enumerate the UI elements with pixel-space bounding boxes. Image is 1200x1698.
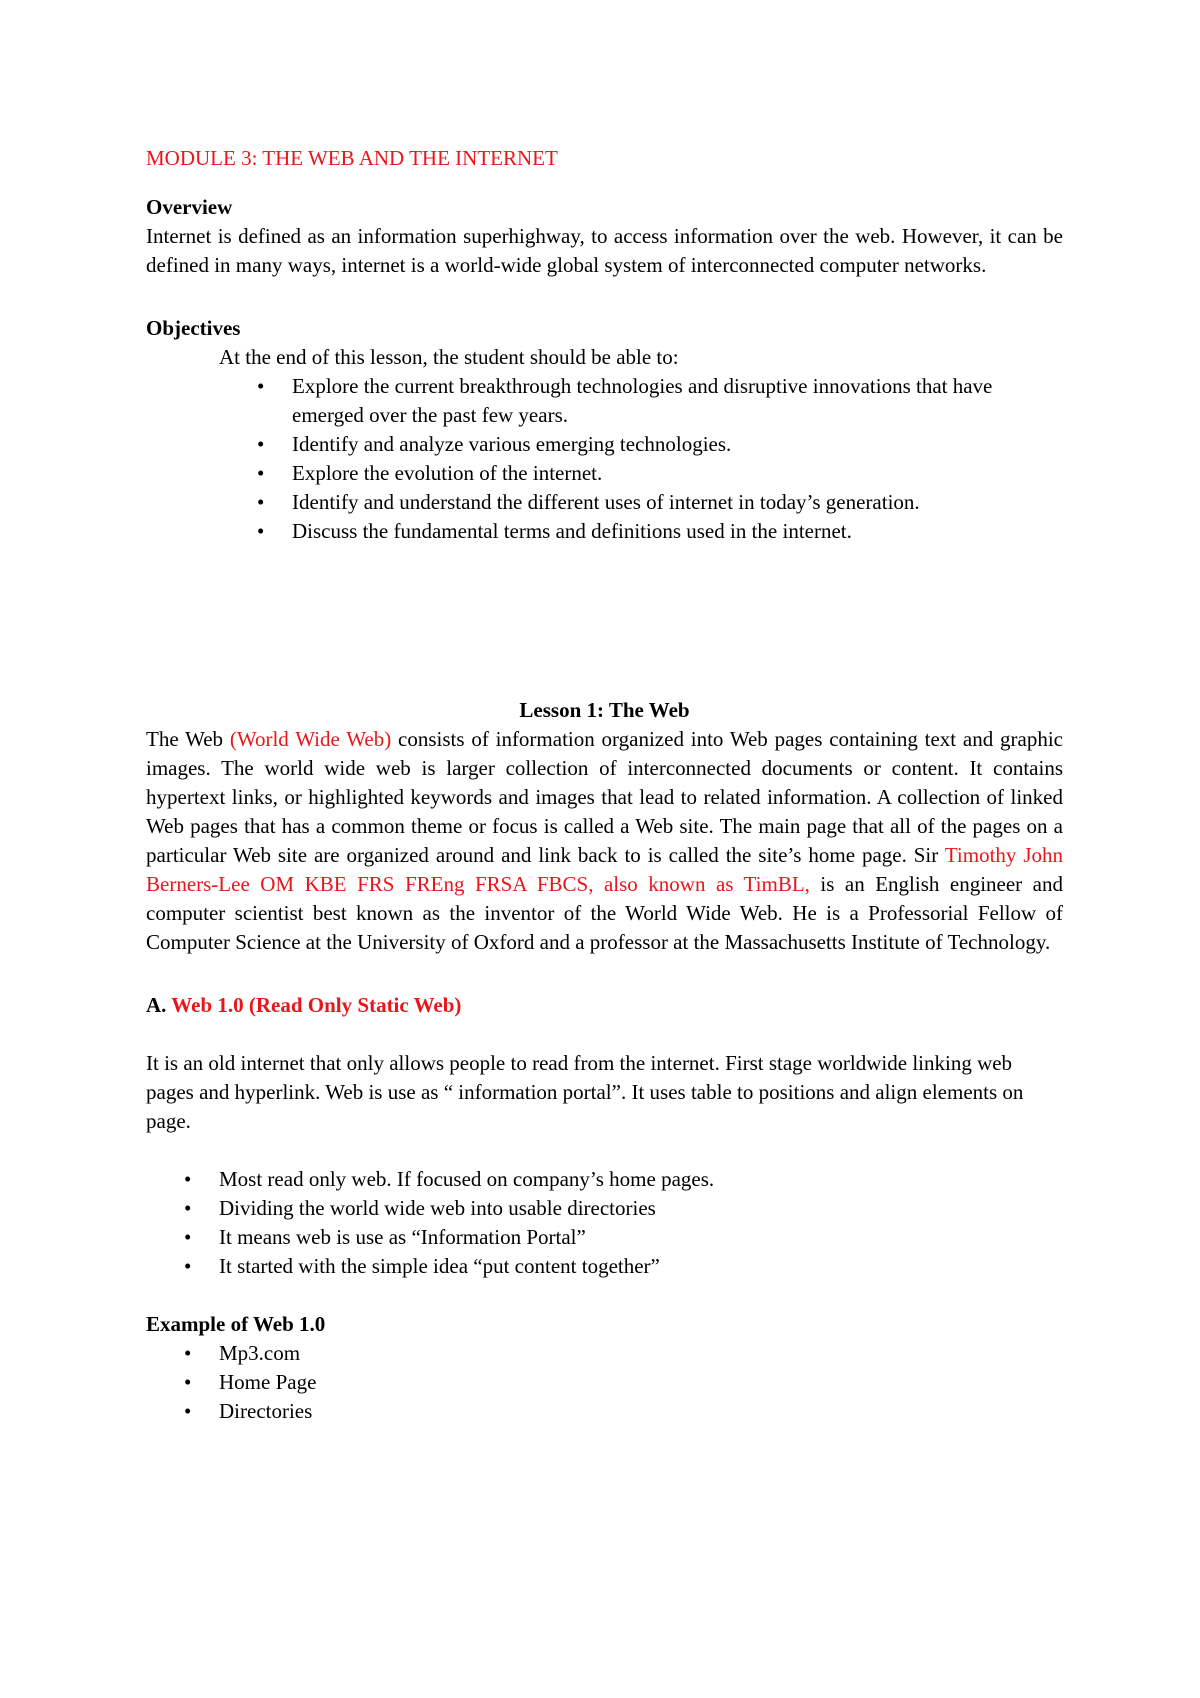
web1-heading: A. Web 1.0 (Read Only Static Web) bbox=[146, 993, 462, 1017]
bullet: • bbox=[184, 1341, 192, 1365]
web1-title: Web 1.0 (Read Only Static Web) bbox=[171, 993, 462, 1017]
overview-text: Internet is defined as an information superhighway, to access information over the web. However, it can be defined in many ways, internet is a world-wide global system of interconnected computer networks. bbox=[146, 224, 1063, 277]
bullet: • bbox=[257, 490, 265, 514]
overview-heading: Overview bbox=[146, 195, 233, 219]
list-item: • Explore the current breakthrough technologies and disruptive innovations that have emerged over the past few years. bbox=[257, 374, 993, 427]
examples-list bbox=[146, 1339, 1063, 1426]
bullet: • bbox=[184, 1167, 192, 1191]
list-item: • Discuss the fundamental terms and definitions used in the internet. bbox=[292, 517, 1063, 546]
world-wide-web-highlight: (World Wide Web) bbox=[229, 727, 392, 751]
objectives-heading: Objectives bbox=[146, 316, 241, 340]
overview-section bbox=[146, 193, 1063, 280]
bullet: • bbox=[257, 432, 265, 456]
list-item: • Mp3.com bbox=[219, 1339, 1063, 1368]
bullet: • bbox=[257, 461, 265, 485]
objectives-list bbox=[146, 372, 1063, 546]
examples-heading: Example of Web 1.0 bbox=[146, 1312, 326, 1336]
objectives-section bbox=[146, 314, 1063, 546]
bullet: • bbox=[257, 519, 265, 543]
bullet: • bbox=[184, 1225, 192, 1249]
lesson1-section bbox=[146, 696, 1063, 957]
list-item: • Identify and understand the different uses of internet in today’s generation. bbox=[292, 488, 1063, 517]
module-title: MODULE 3: THE WEB AND THE INTERNET bbox=[146, 146, 558, 170]
list-item: • It means web is use as “Information Portal” bbox=[219, 1223, 1063, 1252]
bullet: • bbox=[184, 1254, 192, 1278]
web1-text: It is an old internet that only allows people to read from the internet. First stage worldwide linking web pages and hyperlink. Web is use as “ information portal”. It uses table to positions and align elements on page. bbox=[146, 1051, 1024, 1133]
bullet: • bbox=[184, 1399, 192, 1423]
list-item: • Most read only web. If focused on company’s home pages. bbox=[219, 1165, 1063, 1194]
web1-section bbox=[146, 991, 1063, 1281]
objectives-intro: At the end of this lesson, the student should be able to: bbox=[219, 345, 679, 369]
bullet: • bbox=[184, 1196, 192, 1220]
examples-section bbox=[146, 1310, 1063, 1426]
list-item: • Identify and analyze various emerging technologies. bbox=[292, 430, 1063, 459]
lesson1-paragraph: The Web (World Wide Web) consists of information organized into Web pages containing text and graphic images. The world wide web is larger collection of interconnected documents or content. It contains hypertext links, or highlighted keywords and images that lead to related information. A collection of linked Web pages that has a common theme or focus is called a Web site. The main page that all of the pages on a particular Web site are organized around and link back to is called the site’s home page. Sir Timothy John Berners-Lee OM KBE FRS FREng FRSA FBCS, also known as TimBL, is an English engineer and computer scientist best known as the inventor of the World Wide Web. He is a Professorial Fellow of Computer Science at the University of Oxford and a professor at the Massachusetts Institute of Technology. bbox=[146, 727, 1064, 954]
bullet: • bbox=[257, 374, 265, 398]
list-item: • Directories bbox=[219, 1397, 1063, 1426]
list-item: • Dividing the world wide web into usable directories bbox=[219, 1194, 1063, 1223]
document-page bbox=[146, 144, 1063, 1426]
timbl-highlight: Timothy John Berners-Lee OM KBE FRS FREng FRSA FBCS, also known as TimBL, bbox=[146, 843, 1063, 896]
web1-list bbox=[146, 1165, 1063, 1281]
list-item: • Home Page bbox=[219, 1368, 1063, 1397]
list-item: • It started with the simple idea “put content together” bbox=[219, 1252, 1063, 1281]
list-item: • Explore the evolution of the internet. bbox=[292, 459, 1063, 488]
bullet: • bbox=[184, 1370, 192, 1394]
lesson1-heading: Lesson 1: The Web bbox=[519, 698, 690, 722]
